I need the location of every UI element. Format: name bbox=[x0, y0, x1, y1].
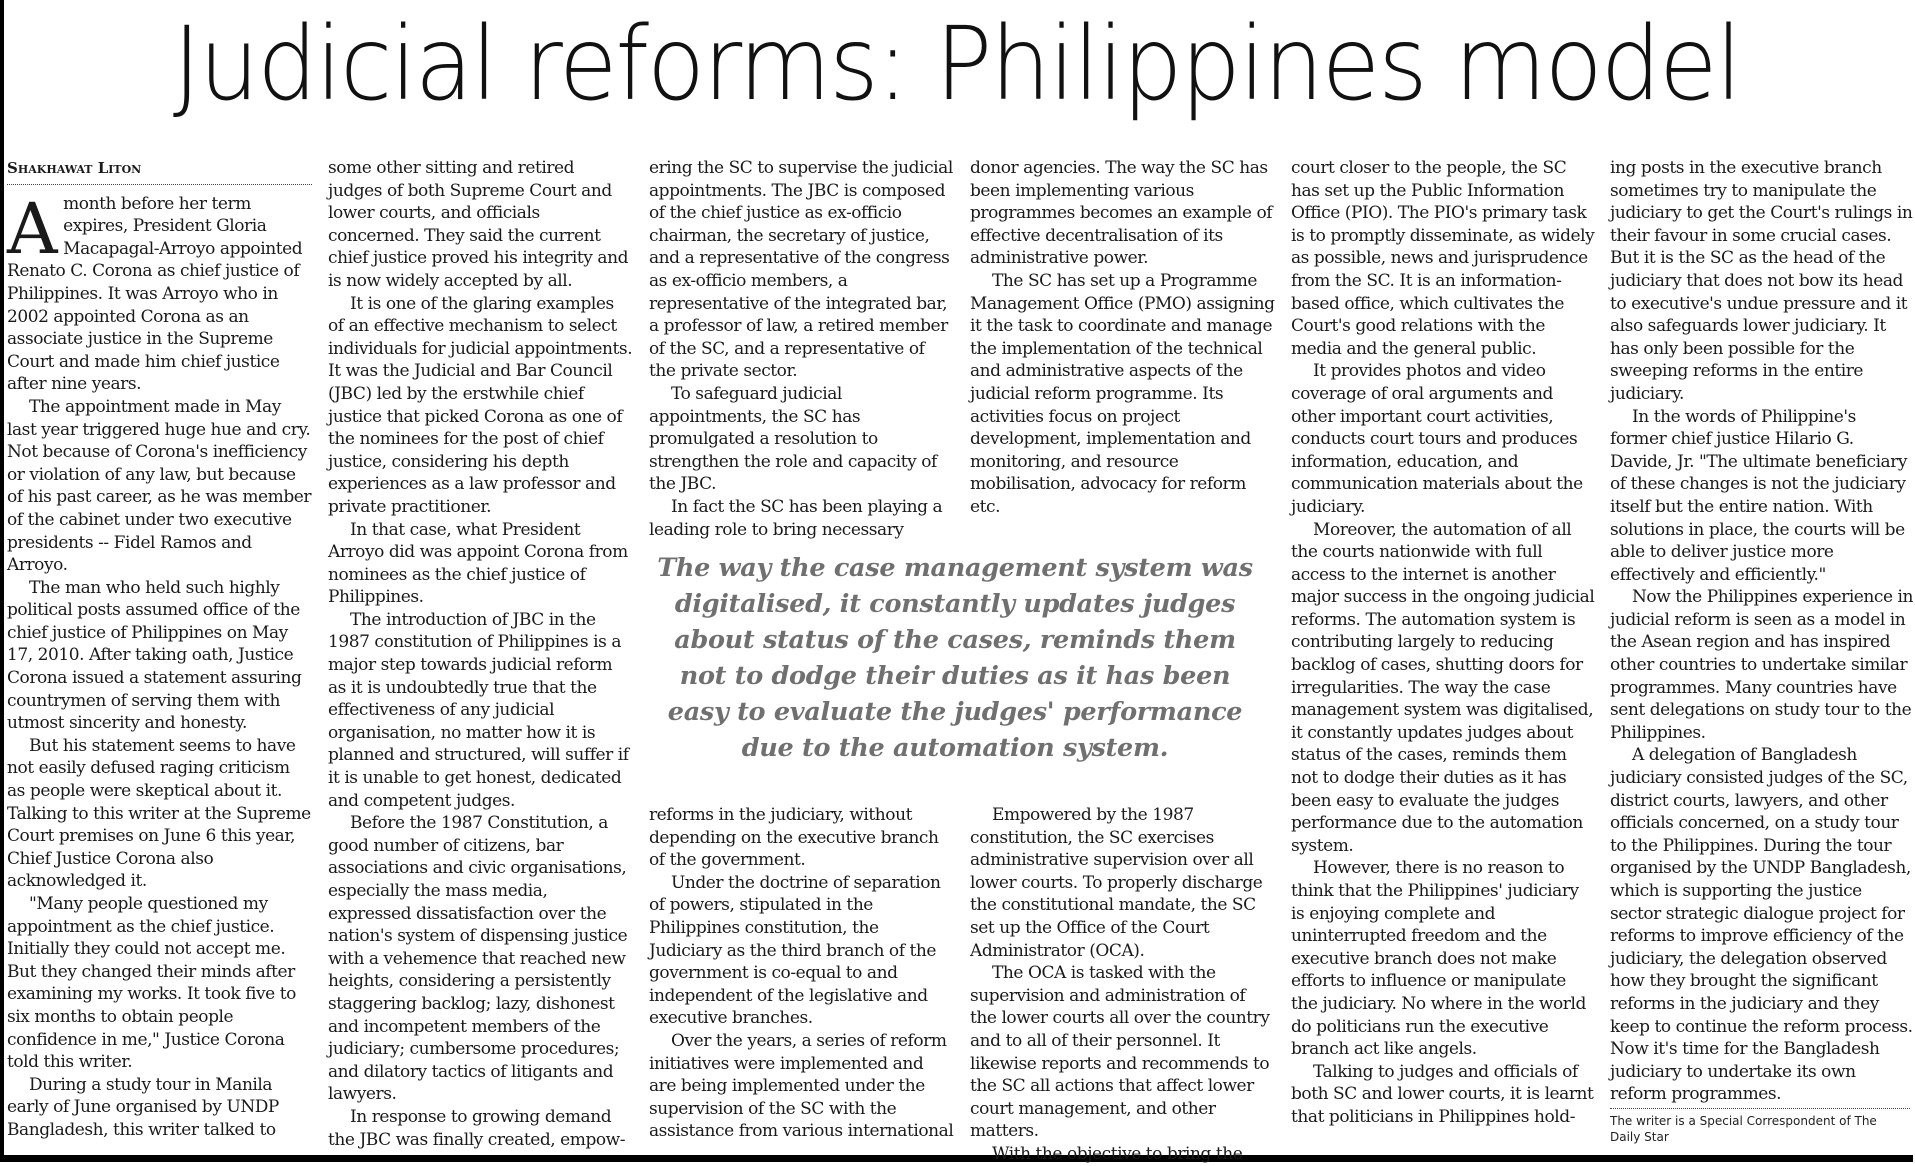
paragraph: The SC has set up a Programme Management Office (PMO) assigning it the task to coordinate and manage the implementation of the technical and administrative aspects of the judicial reform programme. Its activities focus on project development, implementation and monitoring, and resource mobilisation, advocacy for reform etc. bbox=[970, 270, 1275, 517]
paragraph: In that case, what President Arroyo did was appoint Corona from nominees as the chief justice of Philippines. bbox=[328, 519, 628, 608]
paragraph bbox=[7, 187, 312, 396]
paragraph: A delegation of Bangladesh judiciary consisted judges of the SC, district courts, lawyers, and other officials concerned, on a study tour to the Philippines. During the tour organised by the UNDP Bangladesh, which is supporting the justice sector strategic dialogue project for reforms to improve efficiency of the judiciary, the delegation observed how they brought the significant reforms in the judiciary and they keep to continue the reform process. Now it's time for the Bangladesh judiciary to undertake its own reform programmes. bbox=[1610, 745, 1913, 1105]
paragraph: During a study tour in Manila early of June organised by UNDP Bangladesh, this writer talked to bbox=[7, 1074, 279, 1140]
paragraph: To safeguard judicial appointments, the SC has promulgated a resolution to strengthen the role and capacity of the JBC. bbox=[649, 383, 937, 495]
byline: Shakhawat Liton bbox=[7, 157, 312, 185]
paragraph: In response to growing demand the JBC was finally created, empow- bbox=[328, 1106, 626, 1150]
author-footnote: The writer is a Special Correspondent of The Daily Star bbox=[1610, 1108, 1910, 1145]
paragraph: But his statement seems to have not easily defused raging criticism as people were skeptical about it. Talking to this writer at the Supreme Court premises on June 6 this year, Chief Justice Corona also acknowledged it. bbox=[7, 735, 311, 892]
paragraph: Empowered by the 1987 constitution, the SC exercises administrative supervision over all lower courts. To properly discharge the constitutional mandate, the SC set up the Office of the Court Administrator (OCA). bbox=[970, 805, 1263, 961]
paragraph: It provides photos and video coverage of oral arguments and other important court activities, conducts court tours and produces information, education, and communication materials about the judiciary. bbox=[1291, 361, 1583, 517]
paragraph: ing posts in the executive branch sometimes try to manipulate the judiciary to get the Court's rulings in their favour in some crucial cases. But it is the SC as the head of the judiciary that does not bow its head to executive's undue pressure and it also safeguards lower judiciary. It has only been possible for the sweeping reforms in the entire judiciary. bbox=[1610, 158, 1913, 404]
headline: Judicial reforms: Philippines model bbox=[172, 5, 1741, 124]
paragraph: court closer to the people, the SC has set up the Public Information Office (PIO). The PIO's primary task is to promptly disseminate, as widely as possible, news and jurisprudence from the SC. It is an information-based office, which cultivates the Court's good relations with the media and the general public. bbox=[1291, 158, 1595, 359]
paragraph: Under the doctrine of separation of powers, stipulated in the Philippines constitution, the Judiciary as the third branch of the government is co-equal to and independent of the legislative and executive branches. bbox=[649, 872, 941, 1029]
paragraph: The OCA is tasked with the supervision and administration of the lower courts all over the country and to all of their personnel. It likewise reports and recommends to the SC all actions that affect lower court management, and other matters. bbox=[970, 963, 1270, 1142]
paragraph: ering the SC to supervise the judicial appointments. The JBC is composed of the chief justice as ex-officio chairman, the secretary of justice, and a representative of the congress as ex-officio members, a representative of the integrated bar, a professor of law, a retired member of the SC, and a representative of the private sector. bbox=[649, 158, 953, 382]
paragraph: donor agencies. The way the SC has been implementing various programmes becomes an example of effective decentralisation of its administrative power. bbox=[970, 158, 1273, 269]
column-5 bbox=[1291, 157, 1596, 1152]
paragraph: With the objective to bring the bbox=[992, 1143, 1243, 1164]
pull-quote: The way the case management system was digitalised, it constantly updates judges about status of the cases, reminds them not to dodge their duties as it has been easy to evaluate the judges' performance due to the automation system. bbox=[657, 553, 1253, 763]
paragraph: The introduction of JBC in the 1987 constitution of Philippines is a major step towards judicial reform as it is undoubtedly true that the effectiveness of any judicial organisation, no matter how it is planned and structured, will suffer if it is unable to get honest, dedicated and competent judges. bbox=[328, 609, 629, 811]
paragraph: Before the 1987 Constitution, a good number of citizens, bar associations and civic organisations, especially the mass media, expressed dissatisfaction over the nation's system of dispensing justice with a vehemence that reached new heights, considering a persistently staggering backlog; lazy, dishonest and incompetent members of the judiciary; cumbersome procedures; and dilatory tactics of litigants and lawyers. bbox=[328, 813, 628, 1105]
paragraph: It is one of the glaring examples of an effective mechanism to select individuals for judicial appointments. It was the Judicial and Bar Council (JBC) led by the erstwhile chief justice that picked Corona as one of the nominees for the post of chief justice, considering his depth experiences as a law professor and private practitioner. bbox=[328, 293, 633, 517]
bottom-border bbox=[0, 1155, 1913, 1162]
paragraph: Moreover, the automation of all the courts nationwide with full access to the internet is another major success in the ongoing judicial reforms. The automation system is contributing largely to reducing backlog of cases, shutting doors for irregularities. The way the case management system was digitalised, it constantly updates judges about status of the cases, reminds them not to dodge their duties as it has been easy to evaluate the judges performance due to the automation system. bbox=[1291, 519, 1595, 856]
paragraph: Talking to judges and officials of both SC and lower courts, it is learnt that politicians in Philippines hold- bbox=[1291, 1061, 1594, 1127]
column-3-top bbox=[649, 157, 954, 540]
paragraph: The appointment made in May last year triggered huge hue and cry. Not because of Corona's inefficiency or violation of any law, but because of his past career, as he was member of the cabinet under two executive presidents -- Fidel Ramos and Arroyo. bbox=[7, 396, 312, 576]
paragraph: Over the years, a series of reform initiatives were implemented and are being implemented under the supervision of the SC with the assistance from various international bbox=[649, 1030, 954, 1142]
paragraph-text: month before her term expires, President Gloria Macapagal-Arroyo appointed Renato C. Corona as chief justice of Philippines. It was Arroyo who in 2002 appointed Corona as an associate justice in the Supreme Court and made him chief justice after nine years. bbox=[7, 193, 303, 395]
column-4-top bbox=[970, 157, 1275, 527]
paragraph: However, there is no reason to think that the Philippines' judiciary is enjoying complete and uninterrupted freedom and the executive branch does not make efforts to influence or manipulate the judiciary. No where in the world do politicians run the executive branch act like angels. bbox=[1291, 858, 1586, 1060]
paragraph: Now the Philippines experience in judicial reform is seen as a model in the Asean region and has inspired other countries to undertake similar programmes. Many countries have sent delegations on study tour to the Philippines. bbox=[1610, 587, 1914, 743]
column-3-bottom bbox=[649, 804, 954, 1154]
column-1 bbox=[7, 157, 312, 1152]
paragraph: reforms in the judiciary, without depending on the executive branch of the government. bbox=[649, 805, 939, 871]
paragraph: "Many people questioned my appointment as the chief justice. Initially they could not accept me. But they changed their minds after examining my works. It took five to six months to obtain people confidence in me," Justice Corona told this writer. bbox=[7, 894, 296, 1073]
paragraph: some other sitting and retired judges of both Supreme Court and lower courts, and officials concerned. They said the current chief justice proved his integrity and is now widely accepted by all. bbox=[328, 158, 628, 291]
column-2 bbox=[328, 157, 633, 1152]
paragraph: In fact the SC has been playing a leading role to bring necessary bbox=[649, 496, 943, 540]
paragraph: In the words of Philippine's former chief justice Hilario G. Davide, Jr. "The ultimate beneficiary of these changes is not the judiciary itself but the entire nation. With solutions in place, the courts will be able to deliver justice more effectively and efficiently." bbox=[1610, 406, 1908, 585]
paragraph: The man who held such highly political posts assumed office of the chief justice of Philippines on May 17, 2010. After taking oath, Justice Corona issued a statement assuring countrymen of serving them with utmost sincerity and honesty. bbox=[7, 577, 302, 734]
column-4-bottom bbox=[970, 804, 1275, 1164]
left-border bbox=[0, 0, 4, 1162]
column-6 bbox=[1610, 157, 1915, 1105]
drop-cap: A bbox=[7, 187, 58, 270]
